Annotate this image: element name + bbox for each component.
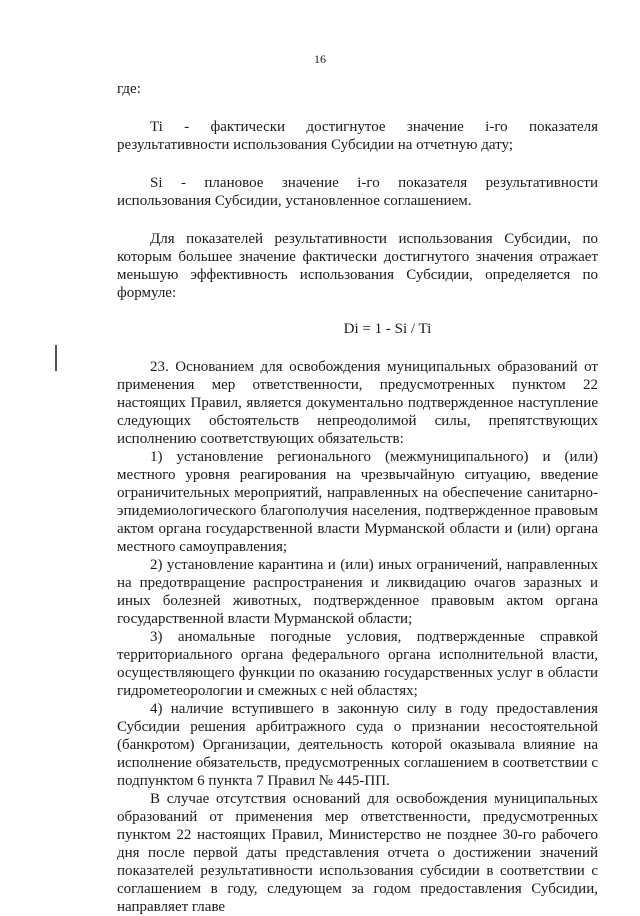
list-item-1: 1) установление регионального (межмуниципального) и (или) местного уровня реагирования на чрезвычайную ситуацию, введение ограничительных мероприятий, направленных на обеспечение санитарно-эпидемиологического благополучия населения, подтвержденное правовым актом органа государственной власти Мурманской области и (или) органа местного самоуправления; bbox=[117, 449, 598, 555]
formula: Di = 1 - Si / Ti bbox=[343, 321, 432, 337]
list-item-2: 2) установление карантина и (или) иных ограничений, направленных на предотвращение распространения и ликвидацию очагов заразных и иных болезней животных, подтвержденное правовым актом органа государственной власти Мурманской области; bbox=[117, 557, 598, 627]
paragraph-formula-intro: Для показателей результативности использования Субсидии, по которым большее значение фактически достигнутого значения отражает меньшую эффективность использования Субсидии, определяется по формуле: bbox=[117, 231, 598, 301]
list-item-3: 3) аномальные погодные условия, подтвержденные справкой территориального органа федерального органа исполнительной власти, осуществляющего функции по оказанию государственных услуг в области гидрометеорологии и смежных с ней областях; bbox=[117, 629, 598, 699]
list-item-4: 4) наличие вступившего в законную силу в году предоставления Субсидии решения арбитражного суда о признании несостоятельной (банкротом) Организации, деятельность которой оказывала влияние на исполнение обязательств, предусмотренных соглашением в соответствии с подпунктом 6 пункта 7 Правил № 445-ПП. bbox=[117, 701, 598, 789]
margin-mark bbox=[55, 345, 57, 371]
paragraph-si-definition: Si - плановое значение i-го показателя результативности использования Субсидии, установленное соглашением. bbox=[117, 175, 598, 209]
paragraph-where: где: bbox=[117, 81, 141, 97]
page-number: 16 bbox=[314, 52, 326, 66]
document-body bbox=[117, 80, 598, 916]
paragraph-ti-definition: Ti - фактически достигнутое значение i-го показателя результативности использования Субсидии на отчетную дату; bbox=[117, 119, 598, 153]
paragraph-23: 23. Основанием для освобождения муниципальных образований от применения мер ответственности, предусмотренных пунктом 22 настоящих Правил, является документально подтвержденное наступление следующих обстоятельств непреодолимой силы, препятствующих исполнению соответствующих обязательств: bbox=[117, 359, 598, 447]
paragraph-no-grounds: В случае отсутствия оснований для освобождения муниципальных образований от применения мер ответственности, предусмотренных пунктом 22 настоящих Правил, Министерство не позднее 30-го рабочего дня после первой даты представления отчета о достижении значений показателей результативности использования субсидии в соответствии с соглашением в году, следующем за годом предоставления Субсидии, направляет главе bbox=[117, 791, 598, 915]
